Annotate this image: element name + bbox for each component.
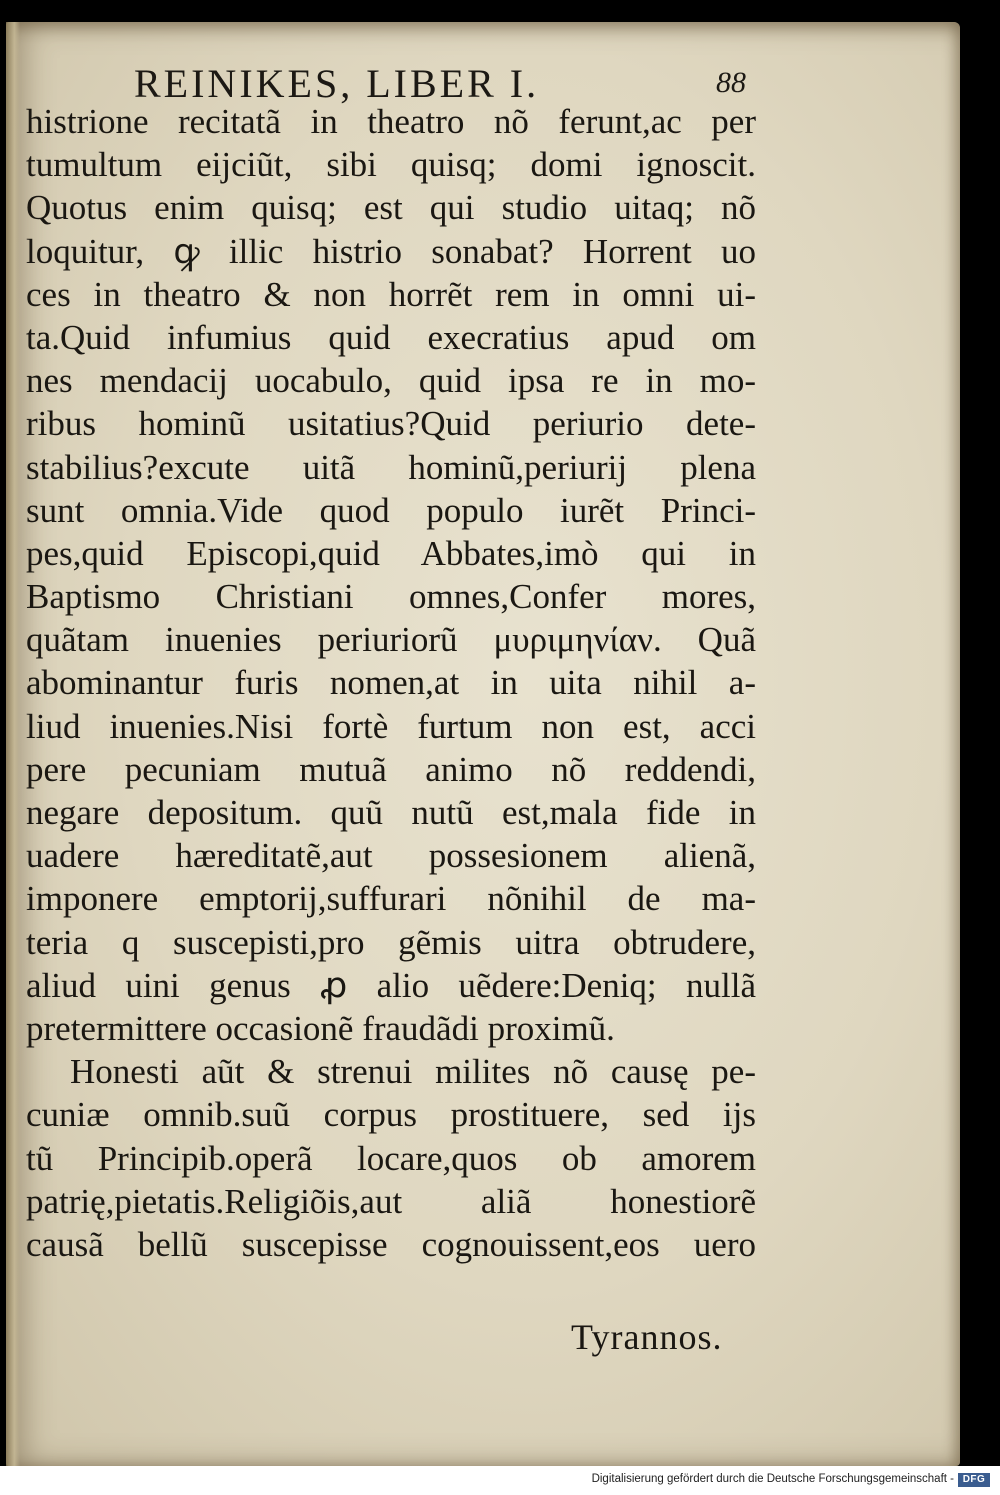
text-line: sunt omnia.Vide quod populo iurẽt Princi- [26,490,756,530]
text-line: ces in theatro & non horrẽt rem in omni ui- [26,274,756,314]
digitization-footer [0,1466,1000,1495]
text-line: patrię,pietatis.Religiõis,aut aliã honestiorẽ [26,1181,756,1221]
text-line: quãtam inuenies periuriorũ μυριμηνίαν. Quã [26,620,756,660]
body-text [26,100,756,1266]
folio-number: 88 [716,66,746,99]
text-line: abominantur furis nomen,at in uita nihil a- [26,663,756,703]
text-line: imponere emptorij,suffurari nõnihil de ma- [26,879,756,919]
running-head: REINIKES, LIBER I. [134,61,540,106]
text-line: Quotus enim quisq; est qui studio uitaq; nõ [26,188,756,228]
text-line: tumultum eijciũt, sibi quisq; domi ignoscit. [26,145,756,185]
text-line: aliud uini genus ꝓ alio uẽdere:Deniq; nullã [26,965,756,1005]
text-line: ta.Quid infumius quid execratius apud om [26,317,756,357]
page-binding-shadow [6,22,20,1466]
text-line: liud inuenies.Nisi fortè furtum non est, acci [26,706,756,746]
dfg-logo-icon: DFG [958,1473,990,1487]
text-line: pes,quid Episcopi,quid Abbates,imò qui in [26,533,756,573]
text-line: pretermittere occasionẽ fraudãdi proximũ. [26,1008,615,1048]
text-line: negare depositum. quũ nutũ est,mala fide in [26,793,756,832]
catchword: Tyrannos. [571,1317,723,1357]
book-page [6,22,960,1466]
text-line-paragraph-start: Honesti aũt & strenui milites nõ causę pe- [70,1052,756,1092]
text-line: cuniæ omnib.suũ corpus prostituere, sed ijs [26,1095,756,1135]
text-line: loquitur, ꝙ illic histrio sonabat? Horrent uo [26,231,756,271]
text-line: ribus hominũ usitatius?Quid periurio dete- [26,404,756,444]
text-line: tũ Principib.operã locare,quos ob amorem [26,1138,756,1178]
text-line: causã bellũ suscepisse cognouissent,eos uero [26,1224,756,1264]
footer-credit: Digitalisierung gefördert durch die Deutsche Forschungsgemeinschaft - [591,1473,954,1485]
text-line: nes mendacij uocabulo, quid ipsa re in mo- [26,361,756,401]
text-line: histrione recitatã in theatro nõ ferunt,ac per [26,102,756,141]
text-line: teria q suscepisti,pro gẽmis uitra obtrudere, [26,922,756,962]
text-line: Baptismo Christiani omnes,Confer mores, [26,577,756,617]
text-line: uadere hæreditatẽ,aut possesionem alienã, [26,836,756,876]
text-line: stabilius?excute uitã hominũ,periurij plena [26,447,756,487]
text-line: pere pecuniam mutuã animo nõ reddendi, [26,749,756,789]
